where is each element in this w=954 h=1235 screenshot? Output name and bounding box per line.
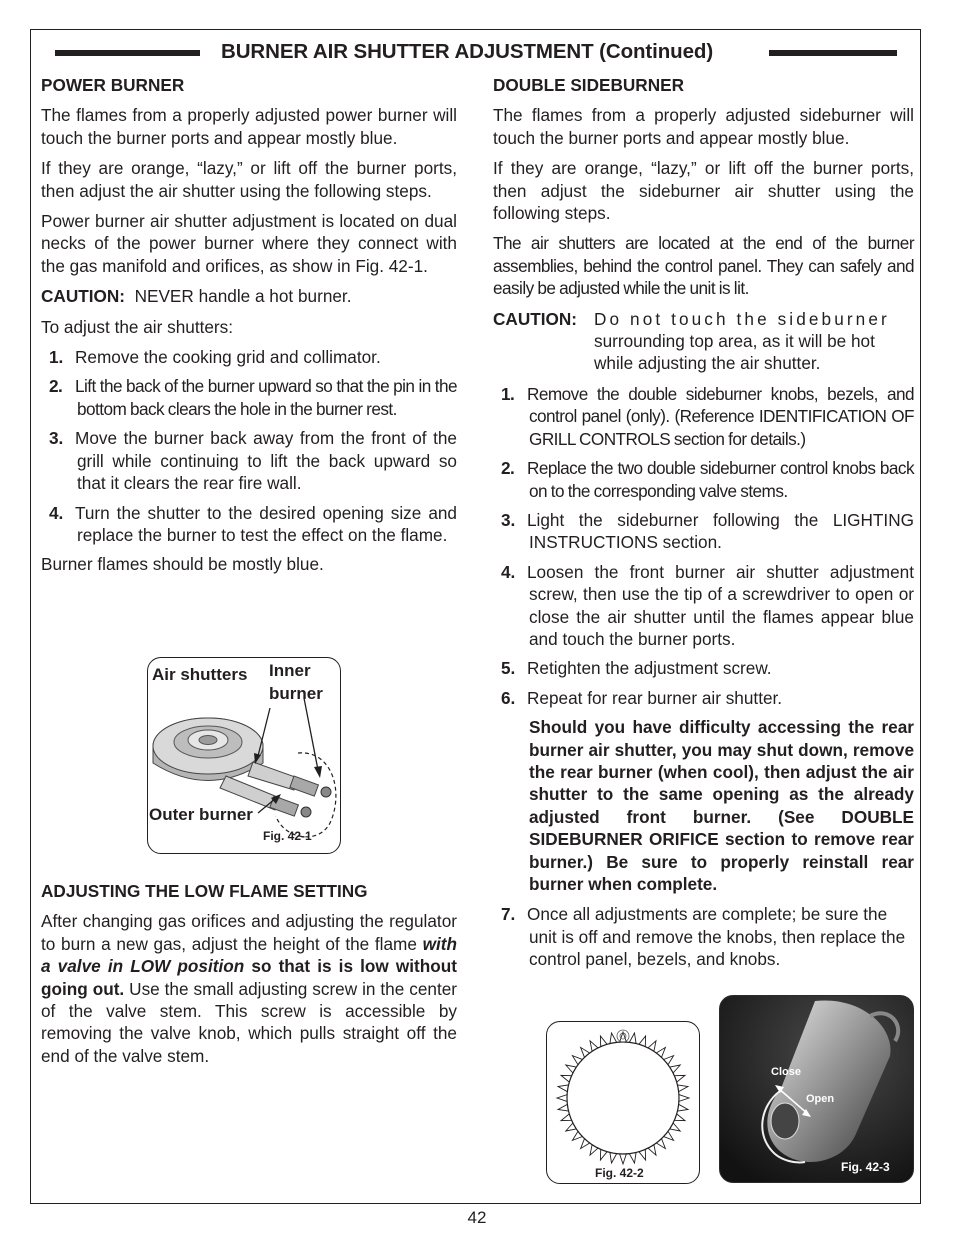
sideburner-para-1: The flames from a properly adjusted sideburner will touch the burner ports and appear mostly blue. — [493, 105, 914, 148]
list-item — [493, 509, 914, 554]
list-item — [493, 903, 914, 970]
power-burner-caution — [41, 285, 457, 307]
page-title: BURNER AIR SHUTTER ADJUSTMENT (Continued) — [221, 40, 714, 63]
steps-intro: To adjust the air shutters: — [41, 316, 234, 337]
right-column — [493, 70, 914, 978]
step-number: 7. — [501, 904, 516, 925]
outer-burner-label: Outer burner — [149, 805, 253, 824]
step-number: 4. — [49, 502, 64, 523]
section-title-bar — [55, 40, 897, 66]
step-number: 6. — [501, 687, 516, 708]
sideburner-caution — [493, 308, 914, 375]
list-item — [493, 457, 914, 502]
figure-caption: Fig. 42-3 — [841, 1160, 890, 1174]
step-text: Replace the two double sideburner control knobs back on to the corresponding valve stems. — [527, 458, 914, 501]
caution-text-rest: surrounding top area, as it will be hot while adjusting the air shutter. — [594, 331, 875, 374]
caution-text — [594, 308, 914, 375]
low-flame-para — [41, 910, 457, 1067]
title-rule-right — [769, 50, 897, 56]
caution-text: NEVER handle a hot burner. — [134, 286, 352, 307]
list-item — [41, 375, 457, 420]
list-item — [41, 346, 457, 368]
step-text: Remove the double sideburner knobs, bezels, and control panel (only). (Reference IDENTIFICATION OF GRILL CONTROLS section for details.) — [527, 383, 914, 449]
step-text: Turn the shutter to the desired opening size and replace the burner to test the effect on the flame. — [75, 502, 457, 545]
step-number: 1. — [501, 383, 515, 404]
step-number: 3. — [49, 428, 64, 449]
page-number: 42 — [467, 1208, 487, 1227]
step-number: 1. — [49, 347, 64, 368]
caution-label: CAUTION: — [493, 308, 578, 329]
list-item — [493, 561, 914, 651]
flame-tooth — [679, 1095, 689, 1102]
step-number: 2. — [501, 458, 515, 479]
inner-burner-label-line2: burner — [269, 684, 323, 703]
step-text: Retighten the adjustment screw. — [527, 658, 772, 679]
open-label: Open — [806, 1093, 835, 1105]
low-flame-heading: ADJUSTING THE LOW FLAME SETTING — [41, 881, 368, 901]
caution-label: CAUTION: — [41, 286, 126, 307]
low-flame-text-c: so that is is low without going out. — [41, 956, 457, 999]
list-item — [493, 687, 914, 709]
left-column — [41, 70, 457, 584]
step-text: Light the sideburner following the LIGHTING INSTRUCTIONS section. — [527, 509, 914, 553]
step-text: Move the burner back away from the front of the grill while continuing to lift the back upward so that it clears the rear fire wall. — [75, 428, 457, 494]
step-text: Remove the cooking grid and collimator. — [75, 347, 381, 368]
air-shutters-label: Air shutters — [152, 665, 248, 684]
inner-burner-label-line1: Inner — [269, 661, 311, 680]
step-number: 2. — [49, 376, 63, 397]
step-number: 4. — [501, 561, 516, 582]
close-label: Close — [771, 1066, 801, 1078]
step-number: 3. — [501, 509, 516, 530]
step-text: Once all adjustments are complete; be sure the unit is off and remove the knobs, then replace the control panel, bezels, and knobs. — [527, 904, 906, 970]
step-text: Loosen the front burner air shutter adjustment screw, then use the tip of a screwdriver to open or close the air shutter until the flames appear blue and touch the burner ports. — [527, 561, 914, 649]
figure-caption: Fig. 42-2 — [595, 1166, 644, 1180]
low-flame-text-b: with a valve in LOW position — [41, 933, 457, 977]
air-shutter-photo — [720, 996, 913, 1182]
figure-42-2 — [546, 1021, 700, 1184]
power-burner-closing: Burner flames should be mostly blue. — [41, 554, 324, 575]
low-flame-text-a: After changing gas orifices and adjusting the regulator to burn a new gas, adjust the height of the flame — [41, 911, 457, 954]
list-item — [41, 427, 457, 494]
step-text: Lift the back of the burner upward so that the pin in the bottom back clears the hole in the burner rest. — [75, 376, 457, 419]
power-burner-para-3: Power burner air shutter adjustment is located on dual necks of the power burner where they connect with the gas manifold and orifices, as show in Fig. 42-1. — [41, 211, 457, 276]
step-number: 5. — [501, 658, 516, 679]
double-sideburner-heading: DOUBLE SIDEBURNER — [493, 75, 684, 95]
figure-42-3 — [719, 995, 914, 1183]
sideburner-para-2: If they are orange, “lazy,” or lift off the burner ports, then adjust the sideburner air shutter using the following steps. — [493, 158, 914, 224]
sideburner-para-3: The air shutters are located at the end of the burner assemblies, behind the control panel. They can safely and easily be adjusted while the unit is lit. — [493, 233, 914, 299]
figure-42-1 — [147, 657, 341, 854]
low-flame-text-d: Use the small adjusting screw in the center of the valve stem. This screw is accessible by removing the valve knob, which pulls straight off the end of the valve stem. — [41, 978, 457, 1066]
step-text: Repeat for rear burner air shutter. — [527, 687, 783, 708]
figure-caption: Fig. 42-1 — [263, 829, 312, 843]
low-flame-section — [41, 876, 457, 1075]
list-item — [493, 383, 914, 450]
power-burner-para-1: The flames from a properly adjusted power burner will touch the burner ports and appear mostly blue. — [41, 105, 457, 148]
sideburner-flame-ring-illustration — [547, 1022, 699, 1183]
power-burner-heading: POWER BURNER — [41, 75, 185, 95]
list-item — [493, 657, 914, 679]
power-burner-para-2: If they are orange, “lazy,” or lift off the burner ports, then adjust the air shutter using the following steps. — [41, 158, 457, 201]
rear-burner-note: Should you have difficulty accessing the rear burner air shutter, you may shut down, remove the rear burner (when cool), then adjust the air shutter to the same opening as the already adjusted front burner. (See DOUBLE SIDEBURNER ORIFICE section to remove rear burner.) Be sure to properly reinstall rear burner when complete. — [529, 717, 914, 894]
flame-tooth — [620, 1154, 627, 1164]
flame-tooth — [557, 1095, 567, 1102]
title-rule-left — [55, 50, 200, 56]
caution-text-line1: Do not touch the sideburner — [594, 308, 890, 329]
list-item — [41, 502, 457, 547]
